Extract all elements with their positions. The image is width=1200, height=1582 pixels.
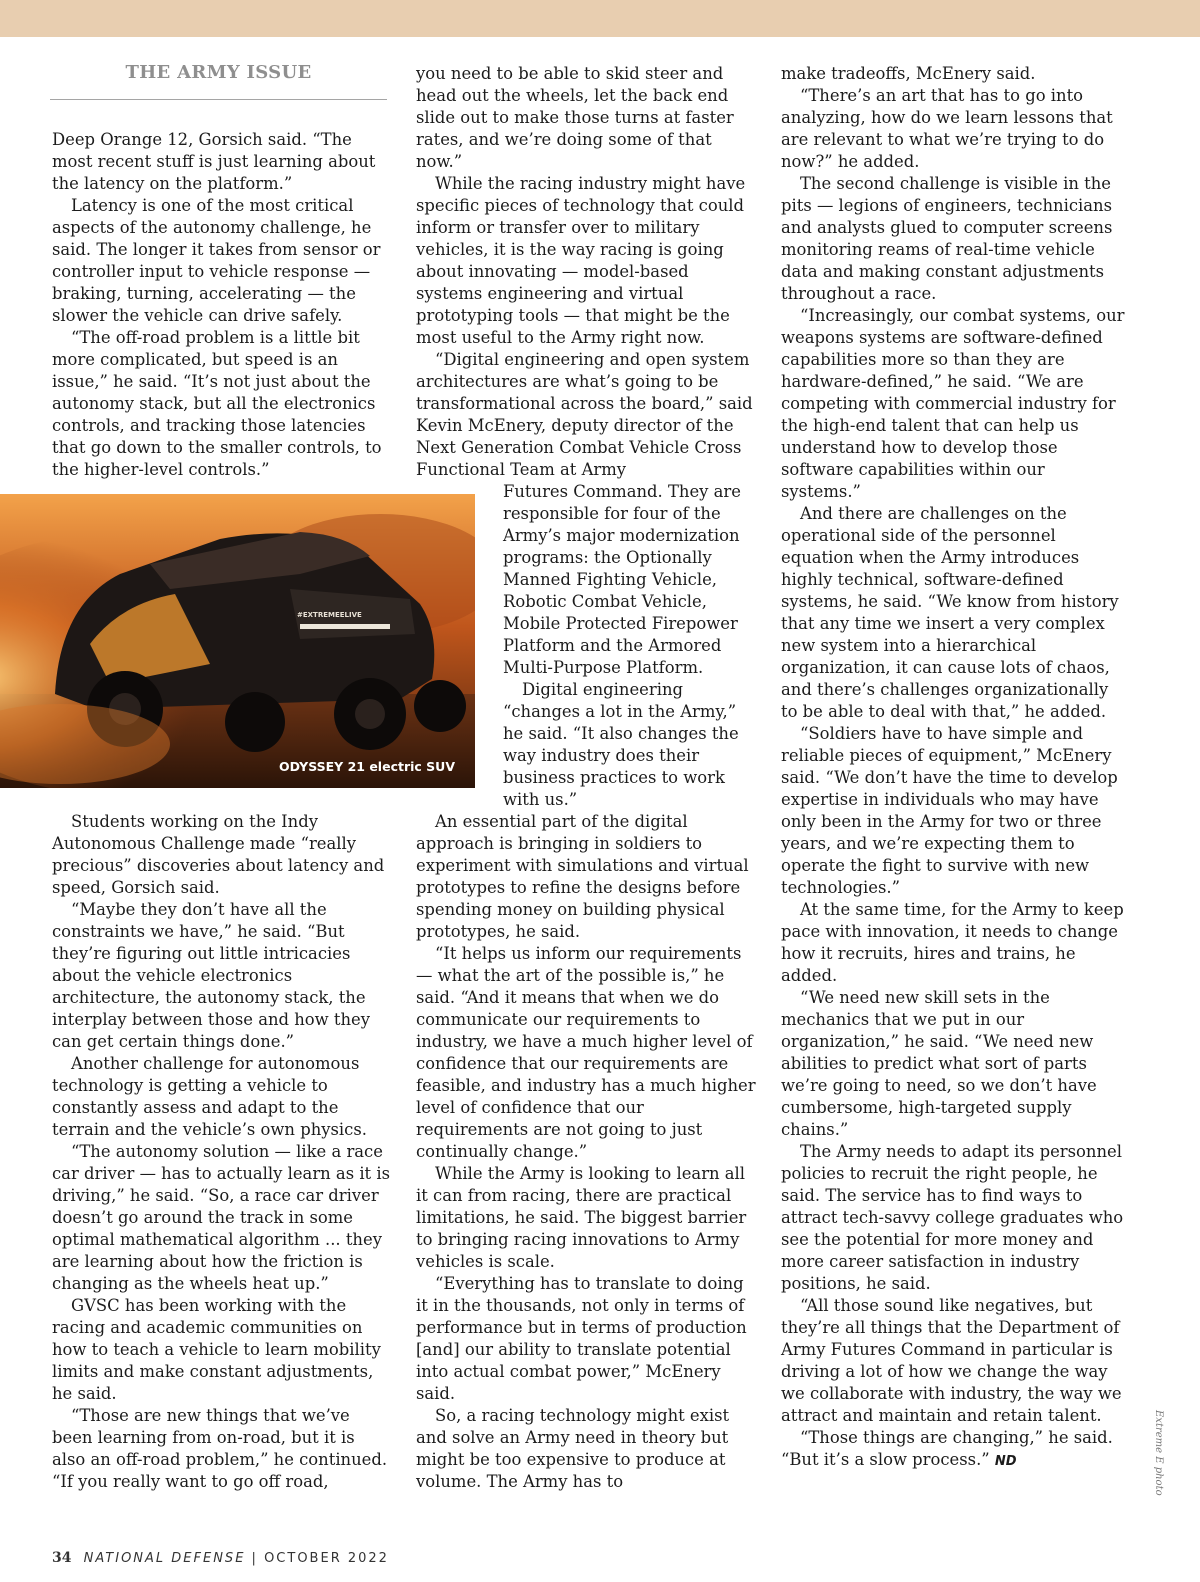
paragraph: An essential part of the digital approach is bringing in soldiers to experiment with simulations and virtual prototypes to refine the designs before spending money on building physical prototypes, he said. (416, 812, 749, 941)
paragraph: “We need new skill sets in the mechanics that we put in our organization,” he said. “We need new abilities to predict what sort of parts we’re going to need, so we don’t have cumbersome, high-targeted supply chains.” (781, 988, 1097, 1139)
paragraph: While the Army is looking to learn all it can from racing, there are practical limitations, he said. The biggest barrier to bringing racing innovations to Army vehicles is scale. (416, 1164, 747, 1271)
paragraph: The second challenge is visible in the pits — legions of engineers, technicians and analysts glued to computer screens monitoring reams of real-time vehicle data and making constant adjustments throughout a race. (781, 174, 1113, 303)
top-color-band (0, 0, 1200, 37)
paragraph: Deep Orange 12, Gorsich said. “The most recent stuff is just learning about the latency on the platform.” (52, 130, 376, 193)
section-rule (50, 99, 387, 100)
paragraph: While the racing industry might have specific pieces of technology that could inform or transfer over to military vehicles, it is the way racing is going about innovating — model-based systems engineering and virtual prototyping tools — that might be the most useful to the Army right now. (416, 174, 746, 347)
photo-caption: ODYSSEY 21 electric SUV (279, 759, 455, 774)
issue-date: OCTOBER 2022 (264, 1551, 389, 1566)
vehicle-photo (0, 494, 475, 788)
paragraph: make tradeoffs, McEnery said. (781, 64, 1036, 83)
paragraph: “It helps us inform our requirements — what the art of the possible is,” he said. “And it means that when we do communicate our requirements to industry, we have a much higher level of confidence that our requirements are feasible, and industry has a much higher level of confidence that our requirements are not going to just continually change.” (416, 944, 756, 1161)
paragraph: At the same time, for the Army to keep pace with innovation, it needs to change how it recruits, hires and trains, he added. (781, 900, 1124, 985)
section-title: THE ARMY ISSUE (125, 62, 312, 83)
paragraph: Another challenge for autonomous technology is getting a vehicle to constantly assess and adapt to the terrain and the vehicle’s own physics. (52, 1054, 367, 1139)
column-1-bottom (52, 811, 392, 1493)
paragraph: Students working on the Indy Autonomous Challenge made “really precious” discoveries about latency and speed, Gorsich said. (52, 812, 385, 897)
paragraph: you need to be able to skid steer and head out the wheels, let the back end slide out to make those turns at faster rates, and we’re doing some of that now.” (416, 64, 734, 171)
paragraph (781, 1427, 1126, 1473)
column-3 (781, 63, 1126, 1473)
footer-separator: | (251, 1551, 258, 1566)
paragraph-text: “Those things are changing,” he said. “But it’s a slow process.” (781, 1428, 1113, 1469)
paragraph: Latency is one of the most critical aspects of the autonomy challenge, he said. The longer it takes from sensor or controller input to vehicle response — braking, turning, accelerating — the slower the vehicle can drive safely. (52, 196, 381, 325)
paragraph: “The off-road problem is a little bit more complicated, but speed is an issue,” he said. “It’s not just about the autonomy stack, but all the electronics controls, and tracking those latencies that go down to the smaller controls, to the higher-level controls.” (52, 328, 382, 479)
paragraph: “Digital engineering and open system architectures are what’s going to be transformational across the board,” said Kevin McEnery, deputy director of the Next Generation Combat Vehicle Cross Functional Team at Army (416, 350, 753, 479)
paragraph: “Maybe they don’t have all the constraints we have,” he said. “But they’re figuring out little intricacies about the vehicle electronics architecture, the autonomy stack, the interplay between those and how they can get certain things done.” (52, 900, 371, 1051)
column-2-wrap (503, 481, 761, 811)
paragraph: So, a racing technology might exist and solve an Army need in theory but might be too expensive to produce at volume. The Army has to (416, 1406, 730, 1491)
paragraph: “Soldiers have to have simple and reliable pieces of equipment,” McEnery said. “We don’t have the time to develop expertise in individuals who may have only been in the Army for two or three years, and we’re expecting them to operate the fight to survive with new technologies.” (781, 724, 1118, 897)
column-1-top (52, 129, 392, 481)
paragraph: “The autonomy solution — like a race car driver — has to actually learn as it is driving,” he said. “So, a race car driver doesn’t go around the track in some optimal mathematical algorithm ... they are learning about how the friction is changing as the wheels heat up.” (52, 1142, 391, 1293)
publication-name: NATIONAL DEFENSE (83, 1551, 246, 1566)
column-2-bottom (416, 811, 756, 1493)
paragraph: “Those are new things that we’ve been learning from on-road, but it is also an off-road problem,” he continued. “If you really want to go off road, (52, 1406, 388, 1491)
paragraph: “Increasingly, our combat systems, our weapons systems are software-defined capabilities more so than they are hardware-defined,” he said. “We are competing with commercial industry for the high-end talent that can help us understand how to develop those software capabilities within our systems.” (781, 306, 1125, 501)
page-footer (52, 1550, 389, 1566)
end-mark: ND (994, 1454, 1017, 1469)
paragraph: Futures Command. They are responsible for four of the Army’s major modernization programs: the Optionally Manned Fighting Vehicle, Robotic Combat Vehicle, Mobile Protected Firepower Platform and the Armored Multi-Purpose Platform. (503, 482, 741, 677)
paragraph: And there are challenges on the operational side of the personnel equation when the Army introduces highly technical, software-defined systems, he said. “We know from history that any time we insert a very complex new system into a hierarchical organization, it can cause lots of chaos, and there’s challenges organizationally to be able to deal with that,” he added. (781, 504, 1119, 721)
paragraph: The Army needs to adapt its personnel policies to recruit the right people, he said. The service has to find ways to attract tech-savvy college graduates who see the potential for more money and more career satisfaction in industry positions, he said. (781, 1142, 1124, 1293)
paragraph: GVSC has been working with the racing and academic communities on how to teach a vehicle to learn mobility limits and make constant adjustments, he said. (52, 1296, 381, 1403)
car-side-text: #EXTREMEELIVE (297, 611, 362, 619)
column-2-top (416, 63, 756, 481)
paragraph: “There’s an art that has to go into analyzing, how do we learn lessons that are relevant to what we’re trying to do now?” he added. (781, 86, 1113, 171)
odyssey-suv-image (0, 494, 475, 788)
paragraph: Digital engineering “changes a lot in the Army,” he said. “It also changes the way industry does their business practices to work with us.” (503, 680, 739, 809)
paragraph: “Everything has to translate to doing it in the thousands, not only in terms of performance but in terms of production [and] our ability to translate potential into actual combat power,” McEnery said. (416, 1274, 747, 1403)
page-number: 34 (52, 1550, 72, 1566)
paragraph: “All those sound like negatives, but they’re all things that the Department of Army Futures Command in particular is driving a lot of how we change the way we collaborate with industry, the way we attract and maintain and retain talent. (781, 1296, 1122, 1425)
photo-credit: Extreme E photo (1153, 1410, 1164, 1496)
